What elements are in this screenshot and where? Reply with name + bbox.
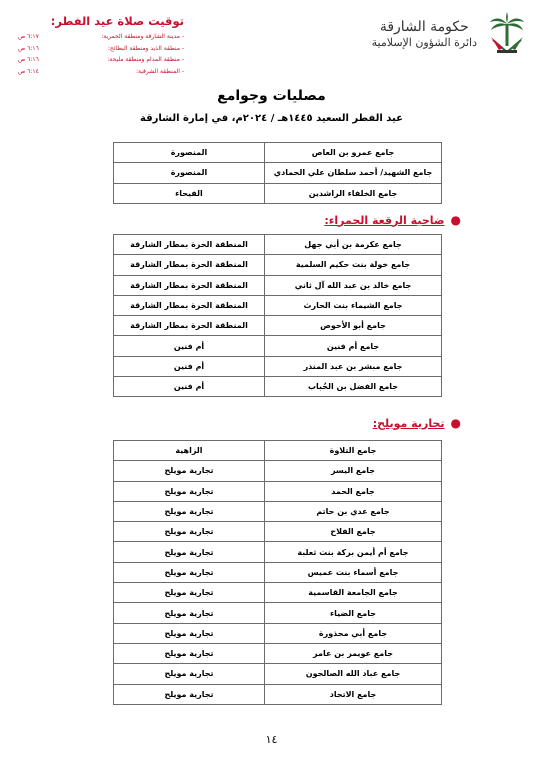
mosque-name: جامع عدي بن حاتم: [265, 501, 442, 521]
table-row: [114, 183, 442, 203]
mosque-area: تجارية مويلح: [114, 501, 265, 521]
mosque-name: جامع خالد بن عبد الله آل ثاني: [265, 275, 442, 295]
table-row: [114, 441, 442, 461]
page-number: ١٤: [265, 733, 278, 746]
mosque-name: جامع أم فنين: [265, 336, 442, 356]
table-row: [114, 664, 442, 684]
mosque-name: جامع أبي محذورة: [265, 623, 442, 643]
mosque-area: أم فنين: [114, 377, 265, 397]
mosque-name: جامع أبو الأحوص: [265, 316, 442, 336]
timing-line: [14, 54, 184, 66]
mosque-area: تجارية مويلح: [114, 643, 265, 663]
timing-line: [14, 66, 184, 78]
timing-area: - مدينة الشارقة ومنطقة الحمرية:: [101, 33, 184, 40]
timing-line: [14, 43, 184, 55]
mosque-area: الفيحاء: [114, 183, 265, 203]
mosque-name: جامع الاتحاد: [265, 684, 442, 704]
eid-prayer-timing: [14, 14, 184, 77]
section-heading-text: تجارية مويلح:: [372, 416, 445, 430]
timing-time: ٦:١٧ ص: [18, 33, 39, 40]
mosque-area: تجارية مويلح: [114, 562, 265, 582]
mosque-name: جامع الحمد: [265, 481, 442, 501]
mosque-name: جامع اليسر: [265, 461, 442, 481]
table-row: [114, 461, 442, 481]
table-row: [114, 377, 442, 397]
mosque-name: جامع عكرمة بن أبي جهل: [265, 235, 442, 255]
mosque-name: جامع أسماء بنت عميس: [265, 562, 442, 582]
timing-time: ٦:١٦ ص: [18, 44, 39, 52]
government-name: حكومة الشارقة: [379, 19, 469, 35]
page-subtitle: عيد الفطر السعيد ١٤٤٥هـ / ٢٠٢٤م، في إمارة الشارقة: [140, 113, 403, 124]
table-row: [114, 481, 442, 501]
bullet-icon: ●: [450, 416, 461, 430]
emblem-icon: [483, 10, 531, 58]
mosque-name: جامع مبشر بن عبد المنذر: [265, 356, 442, 376]
table-row: [114, 583, 442, 603]
mosque-area: تجارية مويلح: [114, 664, 265, 684]
organization-name: [372, 19, 477, 49]
table-row: [114, 235, 442, 255]
mosque-area: تجارية مويلح: [114, 522, 265, 542]
table-row: [114, 295, 442, 315]
table-row: [114, 684, 442, 704]
mosque-name: جامع عويمر بن عامر: [265, 643, 442, 663]
mosque-area: أم فنين: [114, 356, 265, 376]
section-heading-tijariya-muwaileh: [373, 416, 461, 430]
table-row: [114, 542, 442, 562]
mosque-table-2: [113, 234, 442, 397]
mosque-area: المنطقة الحرة بمطار الشارقة: [114, 295, 265, 315]
table-row: [114, 336, 442, 356]
mosque-name: جامع عمرو بن العاص: [265, 143, 442, 163]
mosque-table-3: [113, 440, 442, 705]
mosque-area: تجارية مويلح: [114, 461, 265, 481]
mosque-name: جامع الفلاح: [265, 522, 442, 542]
timing-time: ٦:١٤ ص: [18, 67, 39, 75]
mosque-area: تجارية مويلح: [114, 481, 265, 501]
mosque-name: جامع الفضل بن الحُباب: [265, 377, 442, 397]
mosque-name: جامع الشهيد/ أحمد سلطان علي الحمادي: [265, 163, 442, 183]
mosque-area: المنطقة الحرة بمطار الشارقة: [114, 255, 265, 275]
mosque-area: تجارية مويلح: [114, 542, 265, 562]
mosque-area: تجارية مويلح: [114, 623, 265, 643]
mosque-area: المنصورة: [114, 163, 265, 183]
timing-line: [14, 31, 184, 43]
table-row: [114, 255, 442, 275]
mosque-area: المنطقة الحرة بمطار الشارقة: [114, 316, 265, 336]
mosque-area: الزاهية: [114, 441, 265, 461]
table-row: [114, 356, 442, 376]
table-row: [114, 643, 442, 663]
timing-area: - منطقة الذيد ومنطقة البطائح:: [107, 44, 184, 52]
timing-title: توقيت صلاة عيد الفطر:: [50, 14, 184, 28]
mosque-area: أم فنين: [114, 336, 265, 356]
timing-area: - منطقة المدام ومنطقة مليحة:: [107, 56, 184, 63]
mosque-name: جامع خولة بنت حكيم السلمية: [265, 255, 442, 275]
mosque-area: تجارية مويلح: [114, 684, 265, 704]
table-row: [114, 163, 442, 183]
mosque-area: المنطقة الحرة بمطار الشارقة: [114, 235, 265, 255]
table-row: [114, 603, 442, 623]
department-name: دائرة الشؤون الإسلامية: [371, 36, 477, 49]
table-row: [114, 275, 442, 295]
timing-time: ٦:١٦ ص: [18, 56, 39, 63]
table-row: [114, 143, 442, 163]
mosque-name: جامع التلاوة: [265, 441, 442, 461]
section-heading-text: ضاحية الرقعة الحمراء:: [324, 213, 445, 227]
mosque-name: جامع أم أيمن بركة بنت ثعلبة: [265, 542, 442, 562]
mosque-area: تجارية مويلح: [114, 583, 265, 603]
mosque-name: جامع عباد الله الصالحون: [265, 664, 442, 684]
mosque-name: جامع الضياء: [265, 603, 442, 623]
table-row: [114, 522, 442, 542]
mosque-name: جامع الجامعة القاسمية: [265, 583, 442, 603]
table-row: [114, 623, 442, 643]
page-title: مصليات وجوامع: [217, 88, 326, 104]
table-row: [114, 562, 442, 582]
mosque-table-1: [113, 142, 442, 204]
mosque-name: جامع الخلفاء الراشدين: [265, 183, 442, 203]
bullet-icon: ●: [450, 213, 461, 227]
section-heading-raqa-hamra: [324, 213, 461, 227]
timing-area: - المنطقة الشرقية:: [135, 67, 184, 75]
table-row: [114, 501, 442, 521]
table-row: [114, 316, 442, 336]
mosque-area: تجارية مويلح: [114, 603, 265, 623]
mosque-area: المنطقة الحرة بمطار الشارقة: [114, 275, 265, 295]
mosque-name: جامع الشيماء بنت الحارث: [265, 295, 442, 315]
organization-logo: [372, 10, 531, 58]
mosque-area: المنصورة: [114, 143, 265, 163]
